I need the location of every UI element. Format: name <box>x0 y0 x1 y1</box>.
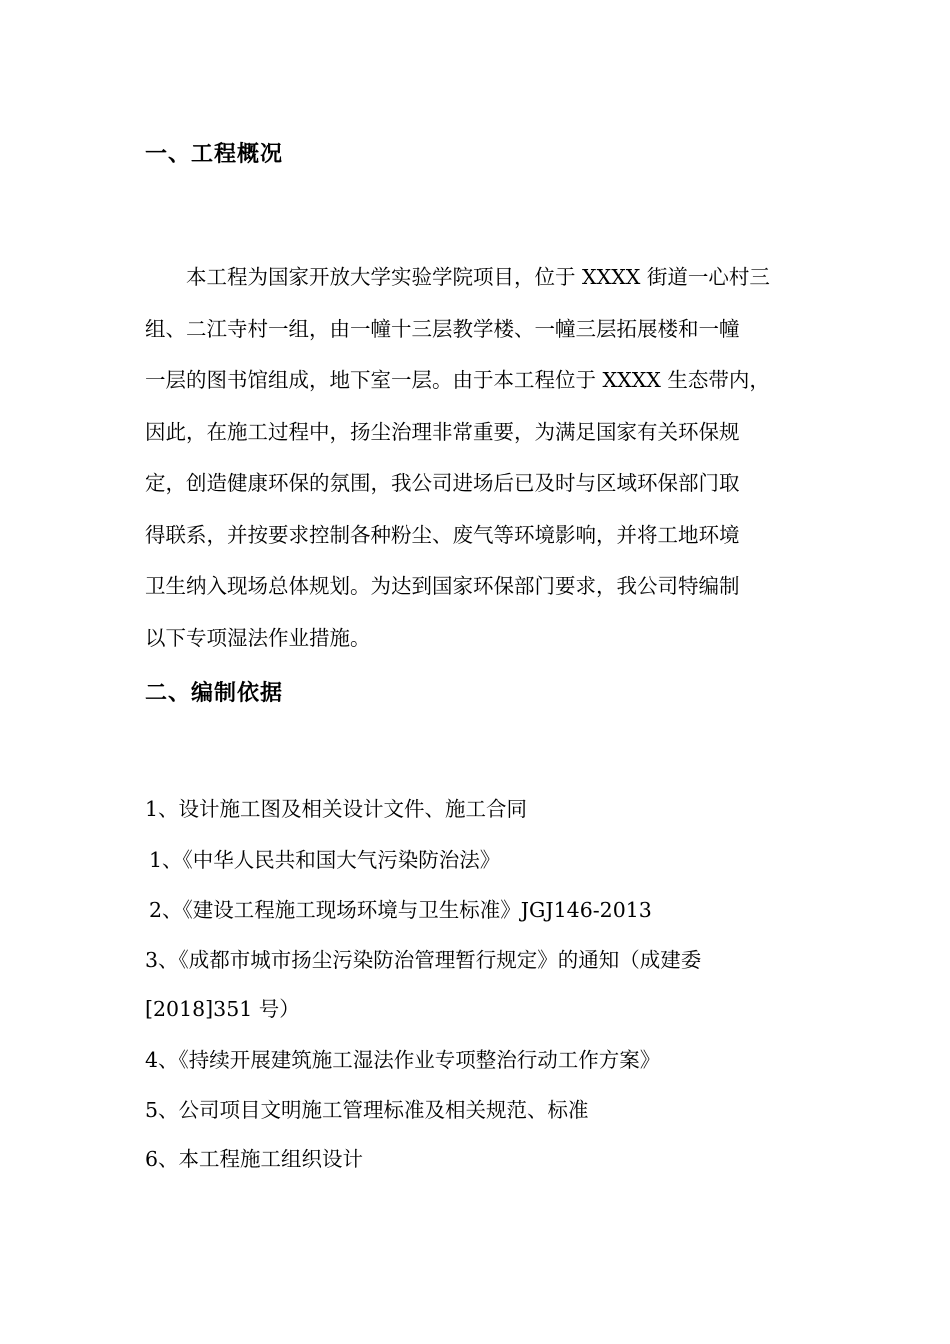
paragraph-line: 本工程为国家开放大学实验学院项目，位于 XXXX 街道一心村三 <box>186 265 770 289</box>
overview-paragraph <box>145 252 815 664</box>
basis-item: 6、本工程施工组织设计 <box>145 1147 364 1171</box>
basis-item: 1、设计施工图及相关设计文件、施工合同 <box>145 797 528 821</box>
basis-item: [2018]351 号） <box>145 997 300 1021</box>
basis-item: 2、《建设工程施工现场环境与卫生标准》JGJ146-2013 <box>149 898 652 922</box>
basis-item: 3、《成都市城市扬尘污染防治管理暂行规定》的通知（成建委 <box>145 948 702 972</box>
paragraph-line: 组、二江寺村一组，由一幢十三层教学楼、一幢三层拓展楼和一幢 <box>145 316 740 341</box>
basis-item: 4、《持续开展建筑施工湿法作业专项整治行动工作方案》 <box>145 1048 661 1072</box>
paragraph-line: 得联系，并按要求控制各种粉尘、废气等环境影响，并将工地环境 <box>145 522 740 547</box>
paragraph-line: 以下专项湿法作业措施。 <box>145 625 371 650</box>
paragraph-line: 因此，在施工过程中，扬尘治理非常重要，为满足国家有关环保规 <box>145 419 740 444</box>
paragraph-line: 卫生纳入现场总体规划。为达到国家环保部门要求，我公司特编制 <box>145 574 740 598</box>
paragraph-line: 一层的图书馆组成，地下室一层。由于本工程位于 XXXX 生态带内， <box>145 368 770 392</box>
basis-item: 1、《中华人民共和国大气污染防治法》 <box>149 848 501 872</box>
basis-item: 5、公司项目文明施工管理标准及相关规范、标准 <box>145 1098 589 1122</box>
paragraph-line: 定，创造健康环保的氛围，我公司进场后已及时与区域环保部门取 <box>145 471 740 495</box>
section-heading-overview: 一、工程概况 <box>145 142 284 167</box>
section-heading-basis: 二、编制依据 <box>145 681 284 706</box>
